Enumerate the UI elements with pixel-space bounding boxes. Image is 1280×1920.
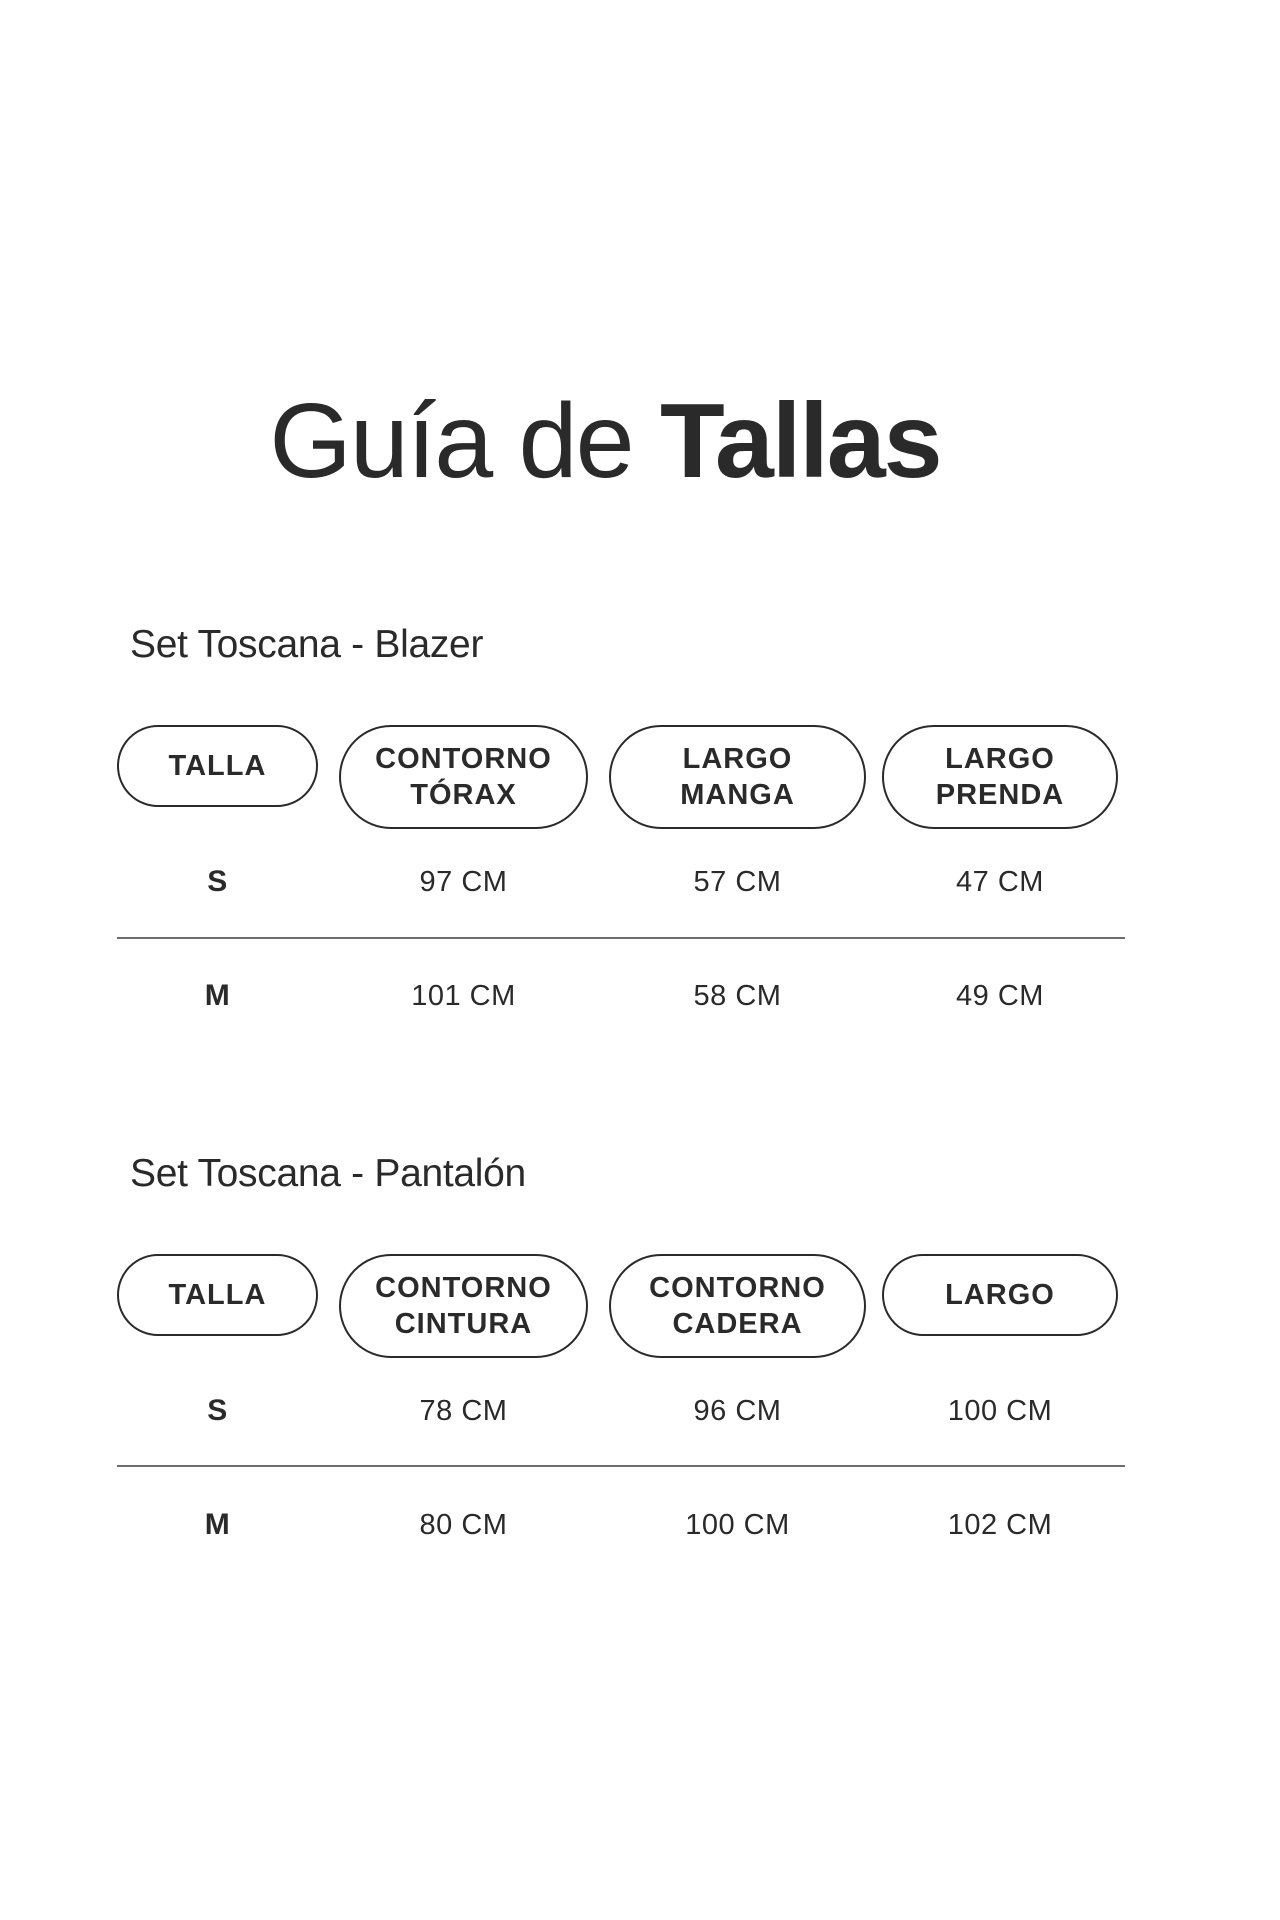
header-contorno-torax: CONTORNO TÓRAX	[339, 725, 588, 829]
table-cell: 80 CM	[419, 1509, 508, 1541]
size-table-blazer	[0, 622, 1280, 1042]
table-cell-size: M	[204, 1508, 231, 1541]
table-cell-size: S	[207, 865, 228, 898]
table-cell: 58 CM	[693, 980, 782, 1012]
table-cell: 96 CM	[693, 1395, 782, 1427]
section-title: Set Toscana - Pantalón	[130, 1152, 526, 1195]
table-cell: 78 CM	[419, 1395, 508, 1427]
header-talla: TALLA	[117, 1254, 318, 1336]
header-contorno-cadera: CONTORNO CADERA	[609, 1254, 866, 1358]
section-title: Set Toscana - Blazer	[130, 623, 484, 666]
table-cell: 57 CM	[693, 866, 782, 898]
table-cell: 47 CM	[956, 866, 1044, 898]
table-cell: 102 CM	[947, 1509, 1053, 1541]
table-cell-size: M	[204, 979, 231, 1012]
table-cell-size: S	[207, 1394, 228, 1427]
table-cell: 49 CM	[956, 980, 1044, 1012]
header-largo-prenda: LARGO PRENDA	[882, 725, 1118, 829]
table-cell: 97 CM	[419, 866, 508, 898]
header-largo-manga: LARGO MANGA	[609, 725, 866, 829]
row-divider	[117, 1465, 1125, 1467]
header-contorno-cintura: CONTORNO CINTURA	[339, 1254, 588, 1358]
table-cell: 100 CM	[947, 1395, 1053, 1427]
page-title	[0, 382, 1210, 500]
size-table-pantalon	[0, 1151, 1280, 1571]
row-divider	[117, 937, 1125, 939]
header-largo: LARGO	[882, 1254, 1118, 1336]
table-cell: 101 CM	[411, 980, 516, 1012]
page-title-light: Guía de	[269, 382, 660, 500]
header-talla: TALLA	[117, 725, 318, 807]
page-title-bold: Tallas	[659, 382, 941, 500]
table-cell: 100 CM	[685, 1509, 790, 1541]
